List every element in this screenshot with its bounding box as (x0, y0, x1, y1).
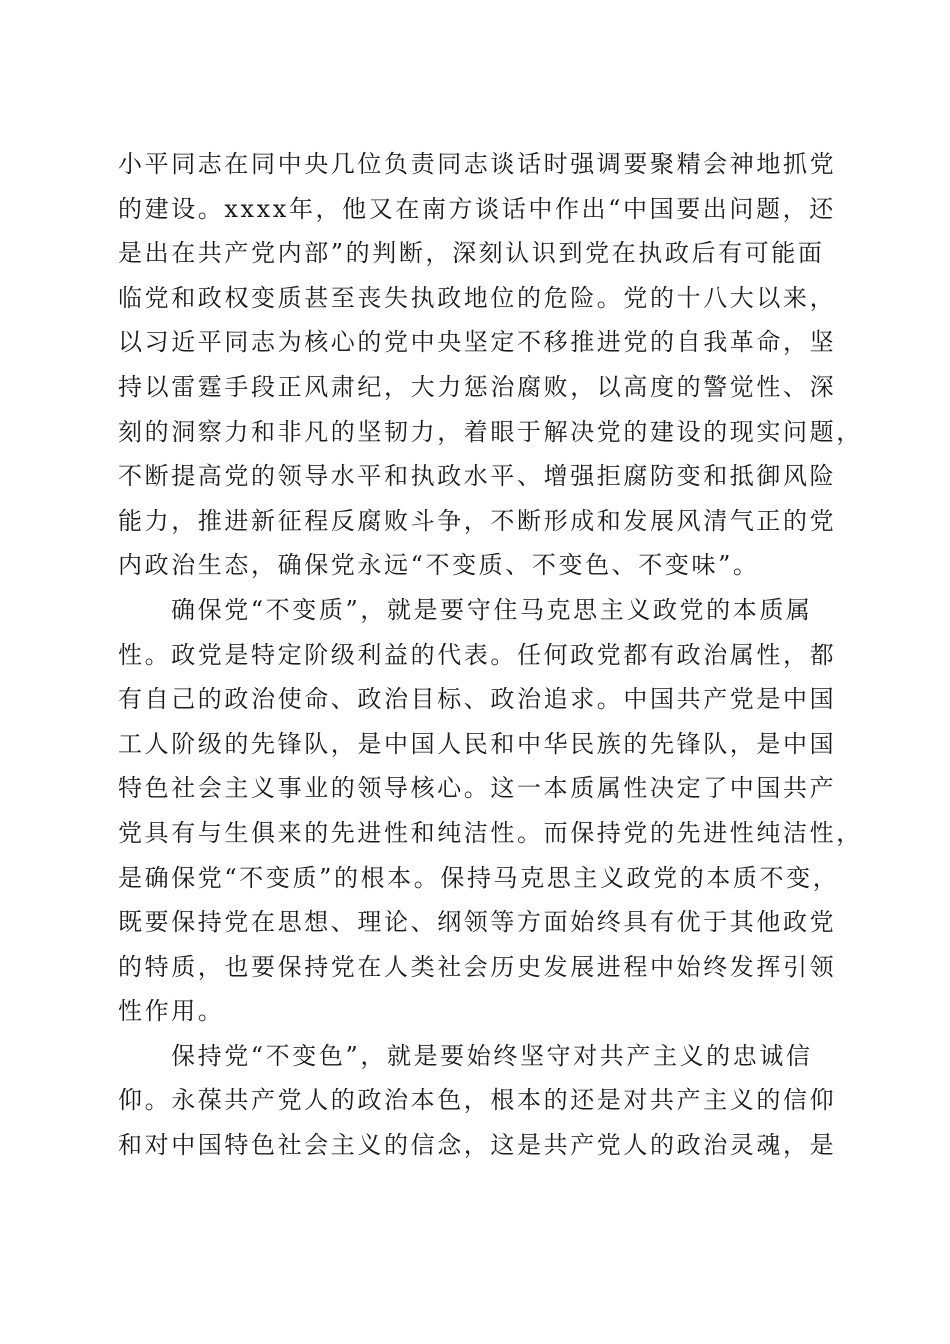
text-line: 小平同志在同中央几位负责同志谈话时强调要聚精会神地抓党 (118, 150, 837, 178)
text-line: 内政治生态，确保党永远“不变质、不变色、不变味”。 (118, 551, 760, 580)
text-line-indented: 确保党“不变质”，就是要守住马克思主义政党的本质属 (171, 595, 813, 624)
text-line: 是确保党“不变质”的根本。保持马克思主义政党的本质不变， (118, 863, 840, 892)
body-text (118, 142, 863, 1168)
text-line: 是出在共产党内部”的判断，深刻认识到党在执政后有可能面 (118, 239, 825, 268)
text-line: 的特质，也要保持党在人类社会历史发展进程中始终发挥引领 (118, 952, 837, 981)
text-line: 仰。永葆共产党人的政治本色，根本的还是对共产主义的信仰 (118, 1086, 837, 1115)
text-line: 的建设。xxxx年，他又在南方谈话中作出“中国要出问题，还 (118, 194, 836, 223)
paragraph-3 (118, 1034, 837, 1168)
text-line: 特色社会主义事业的领导核心。这一本质属性决定了中国共产 (118, 774, 837, 803)
text-line: 工人阶级的先锋队，是中国人民和中华民族的先锋队，是中国 (118, 729, 837, 758)
text-line: 性。政党是特定阶级利益的代表。任何政党都有政治属性，都 (118, 640, 837, 669)
text-line: 有自己的政治使命、政治目标、政治追求。中国共产党是中国 (118, 685, 837, 714)
text-line: 和对中国特色社会主义的信念，这是共产党人的政治灵魂，是 (118, 1131, 837, 1160)
text-line: 以习近平同志为核心的党中央坚定不移推进党的自我革命，坚 (118, 328, 837, 357)
text-line: 既要保持党在思想、理论、纲领等方面始终具有优于其他政党 (118, 908, 837, 937)
text-line: 性作用。 (118, 997, 225, 1026)
paragraph-2 (118, 588, 863, 1034)
text-line: 临党和政权变质甚至丧失执政地位的危险。党的十八大以来， (118, 283, 837, 312)
text-line: 能力，推进新征程反腐败斗争，不断形成和发展风清气正的党 (118, 506, 837, 535)
paragraph-1 (118, 142, 863, 588)
text-line: 持以雷霆手段正风肃纪，大力惩治腐败，以高度的警觉性、深 (118, 372, 837, 401)
text-line-indented: 保持党“不变色”，就是要始终坚守对共产主义的忠诚信 (171, 1041, 813, 1070)
text-line: 刻的洞察力和非凡的坚韧力，着眼于解决党的建设的现实问题， (118, 417, 863, 446)
text-line: 不断提高党的领导水平和执政水平、增强拒腐防变和抵御风险 (118, 462, 837, 491)
text-line: 党具有与生俱来的先进性和纯洁性。而保持党的先进性纯洁性， (118, 818, 863, 847)
